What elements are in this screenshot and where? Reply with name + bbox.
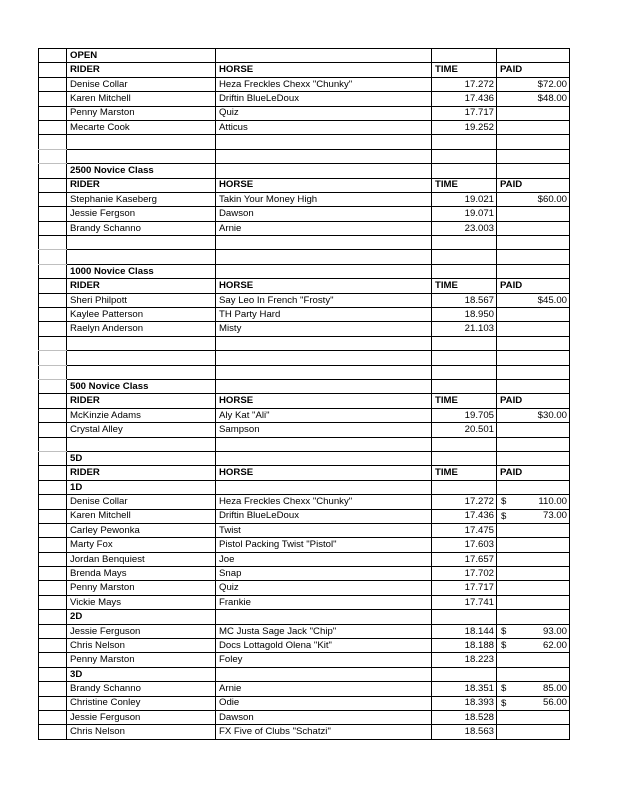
cell-paid: [497, 552, 570, 566]
row-gutter: [39, 710, 67, 724]
cell-rider: Jordan Benquiest: [67, 552, 216, 566]
table-row: [39, 423, 570, 437]
cell-time: 19.705: [432, 408, 497, 422]
cell-rider: Penny Marston: [67, 653, 216, 667]
row-gutter: [39, 437, 67, 451]
table-row: [39, 696, 570, 710]
cell-paid: [497, 567, 570, 581]
cell-paid: $ 93.00: [497, 624, 570, 638]
row-gutter: [39, 135, 67, 149]
cell-paid: $48.00: [497, 92, 570, 106]
blank-cell: [432, 365, 497, 379]
section-title: 500 Novice Class: [67, 379, 216, 393]
column-header-paid: PAID: [497, 63, 570, 77]
blank-cell: [216, 437, 432, 451]
cell-time: 17.436: [432, 509, 497, 523]
cell-paid: [497, 120, 570, 134]
blank-cell: [216, 250, 432, 264]
blank-cell: [67, 135, 216, 149]
cell-time: 18.950: [432, 308, 497, 322]
row-gutter: [39, 63, 67, 77]
row-gutter: [39, 308, 67, 322]
row-gutter: [39, 279, 67, 293]
spacer-row: [39, 149, 570, 163]
cell-rider: Jessie Ferguson: [67, 710, 216, 724]
table-row: [39, 192, 570, 206]
blank-cell: [67, 149, 216, 163]
cell-horse: Twist: [216, 523, 432, 537]
row-gutter: [39, 480, 67, 494]
currency-symbol: $: [501, 510, 507, 522]
column-header-paid: PAID: [497, 466, 570, 480]
division-label-fill: [216, 610, 432, 624]
row-gutter: [39, 164, 67, 178]
section-title: 5D: [67, 451, 216, 465]
row-gutter: [39, 192, 67, 206]
division-label-fill: [432, 480, 497, 494]
division-label-fill: [216, 480, 432, 494]
column-header-horse: HORSE: [216, 394, 432, 408]
cell-rider: Denise Collar: [67, 77, 216, 91]
blank-cell: [497, 236, 570, 250]
cell-rider: Marty Fox: [67, 538, 216, 552]
section-title: 1000 Novice Class: [67, 264, 216, 278]
cell-horse: Say Leo In French "Frosty": [216, 293, 432, 307]
row-gutter: [39, 725, 67, 739]
row-gutter: [39, 682, 67, 696]
cell-time: 20.501: [432, 423, 497, 437]
cell-horse: Dawson: [216, 207, 432, 221]
cell-rider: Brandy Schanno: [67, 682, 216, 696]
cell-horse: Driftin BlueLeDoux: [216, 509, 432, 523]
cell-time: 18.144: [432, 624, 497, 638]
division-label-row: [39, 480, 570, 494]
table-row: [39, 725, 570, 739]
results-sheet: [38, 48, 569, 740]
blank-cell: [432, 437, 497, 451]
division-label-fill: [497, 667, 570, 681]
spacer-row: [39, 236, 570, 250]
table-row: [39, 322, 570, 336]
cell-paid: $ 85.00: [497, 682, 570, 696]
table-row: [39, 106, 570, 120]
section-title-fill: [216, 451, 432, 465]
table-row: [39, 710, 570, 724]
row-gutter: [39, 236, 67, 250]
section-title-fill: [497, 49, 570, 63]
blank-cell: [497, 135, 570, 149]
table-row: [39, 639, 570, 653]
blank-cell: [67, 336, 216, 350]
cell-rider: McKinzie Adams: [67, 408, 216, 422]
cell-paid: $ 56.00: [497, 696, 570, 710]
row-gutter: [39, 120, 67, 134]
column-header-time: TIME: [432, 279, 497, 293]
column-header-rider: RIDER: [67, 394, 216, 408]
spacer-row: [39, 250, 570, 264]
cell-paid: [497, 423, 570, 437]
cell-rider: Denise Collar: [67, 495, 216, 509]
results-table: [38, 48, 570, 740]
blank-cell: [497, 250, 570, 264]
division-label-row: [39, 667, 570, 681]
table-row: [39, 221, 570, 235]
table-row: [39, 509, 570, 523]
section-title: 2500 Novice Class: [67, 164, 216, 178]
row-gutter: [39, 581, 67, 595]
section-title-fill: [432, 451, 497, 465]
currency-symbol: $: [501, 496, 507, 508]
cell-time: 18.563: [432, 725, 497, 739]
cell-time: 23.003: [432, 221, 497, 235]
cell-rider: Jessie Ferguson: [67, 624, 216, 638]
cell-paid: [497, 308, 570, 322]
cell-horse: Dawson: [216, 710, 432, 724]
currency-symbol: $: [501, 640, 507, 652]
cell-paid: [497, 581, 570, 595]
cell-time: 17.657: [432, 552, 497, 566]
section-title-fill: [216, 264, 432, 278]
row-gutter: [39, 523, 67, 537]
row-gutter: [39, 408, 67, 422]
cell-rider: Crystal Alley: [67, 423, 216, 437]
cell-rider: Chris Nelson: [67, 639, 216, 653]
cell-horse: Docs Lottagold Olena "Kit": [216, 639, 432, 653]
cell-horse: Heza Freckles Chexx "Chunky": [216, 495, 432, 509]
row-gutter: [39, 92, 67, 106]
cell-time: 17.702: [432, 567, 497, 581]
cell-time: 17.717: [432, 106, 497, 120]
row-gutter: [39, 379, 67, 393]
column-header-horse: HORSE: [216, 178, 432, 192]
cell-time: 21.103: [432, 322, 497, 336]
blank-cell: [67, 236, 216, 250]
row-gutter: [39, 351, 67, 365]
row-gutter: [39, 538, 67, 552]
cell-horse: Joe: [216, 552, 432, 566]
section-title-fill: [497, 264, 570, 278]
currency-symbol: $: [501, 625, 507, 637]
cell-paid: [497, 207, 570, 221]
blank-cell: [432, 250, 497, 264]
table-row: [39, 77, 570, 91]
section-title-fill: [432, 379, 497, 393]
cell-horse: Sampson: [216, 423, 432, 437]
cell-paid: [497, 710, 570, 724]
row-gutter: [39, 178, 67, 192]
column-header-row: [39, 178, 570, 192]
row-gutter: [39, 365, 67, 379]
column-header-rider: RIDER: [67, 178, 216, 192]
division-label-fill: [432, 610, 497, 624]
column-header-rider: RIDER: [67, 279, 216, 293]
blank-cell: [67, 250, 216, 264]
row-gutter: [39, 567, 67, 581]
row-gutter: [39, 624, 67, 638]
division-label-fill: [497, 480, 570, 494]
table-row: [39, 207, 570, 221]
cell-rider: Sheri Philpott: [67, 293, 216, 307]
cell-horse: Pistol Packing Twist "Pistol": [216, 538, 432, 552]
cell-rider: Brandy Schanno: [67, 221, 216, 235]
division-label: 3D: [67, 667, 216, 681]
cell-time: 17.272: [432, 77, 497, 91]
blank-cell: [216, 351, 432, 365]
cell-rider: Karen Mitchell: [67, 509, 216, 523]
row-gutter: [39, 264, 67, 278]
column-header-time: TIME: [432, 178, 497, 192]
row-gutter: [39, 451, 67, 465]
spacer-row: [39, 365, 570, 379]
table-row: [39, 523, 570, 537]
cell-time: 18.223: [432, 653, 497, 667]
column-header-rider: RIDER: [67, 466, 216, 480]
column-header-paid: PAID: [497, 394, 570, 408]
cell-horse: Frankie: [216, 595, 432, 609]
section-title-fill: [497, 164, 570, 178]
section-title: OPEN: [67, 49, 216, 63]
blank-cell: [497, 336, 570, 350]
cell-rider: Carley Pewonka: [67, 523, 216, 537]
cell-time: 17.741: [432, 595, 497, 609]
cell-time: 18.188: [432, 639, 497, 653]
table-row: [39, 567, 570, 581]
section-title-fill: [216, 49, 432, 63]
blank-cell: [432, 236, 497, 250]
row-gutter: [39, 423, 67, 437]
row-gutter: [39, 77, 67, 91]
column-header-horse: HORSE: [216, 279, 432, 293]
table-row: [39, 92, 570, 106]
cell-horse: Foley: [216, 653, 432, 667]
column-header-row: [39, 279, 570, 293]
cell-horse: Aly Kat "Ali": [216, 408, 432, 422]
row-gutter: [39, 149, 67, 163]
column-header-horse: HORSE: [216, 63, 432, 77]
section-title-fill: [216, 164, 432, 178]
cell-horse: Heza Freckles Chexx "Chunky": [216, 77, 432, 91]
blank-cell: [216, 149, 432, 163]
cell-rider: Karen Mitchell: [67, 92, 216, 106]
cell-horse: TH Party Hard: [216, 308, 432, 322]
table-row: [39, 495, 570, 509]
row-gutter: [39, 221, 67, 235]
cell-paid: $60.00: [497, 192, 570, 206]
section-title-fill: [432, 164, 497, 178]
cell-horse: Misty: [216, 322, 432, 336]
section-title-row: [39, 451, 570, 465]
column-header-row: [39, 63, 570, 77]
cell-paid: [497, 322, 570, 336]
row-gutter: [39, 466, 67, 480]
cell-horse: MC Justa Sage Jack "Chip": [216, 624, 432, 638]
section-title-row: [39, 49, 570, 63]
section-title-row: [39, 164, 570, 178]
row-gutter: [39, 667, 67, 681]
cell-horse: Arnie: [216, 682, 432, 696]
currency-symbol: $: [501, 683, 507, 695]
section-title-fill: [432, 49, 497, 63]
cell-time: 18.567: [432, 293, 497, 307]
cell-time: 17.603: [432, 538, 497, 552]
division-label: 1D: [67, 480, 216, 494]
row-gutter: [39, 610, 67, 624]
cell-paid: $ 62.00: [497, 639, 570, 653]
blank-cell: [497, 149, 570, 163]
cell-paid: $45.00: [497, 293, 570, 307]
division-label-fill: [216, 667, 432, 681]
section-title-fill: [497, 379, 570, 393]
cell-horse: Driftin BlueLeDoux: [216, 92, 432, 106]
cell-horse: Arnie: [216, 221, 432, 235]
row-gutter: [39, 552, 67, 566]
spacer-row: [39, 351, 570, 365]
cell-horse: FX Five of Clubs "Schatzi": [216, 725, 432, 739]
table-row: [39, 624, 570, 638]
table-row: [39, 538, 570, 552]
cell-horse: Quiz: [216, 106, 432, 120]
blank-cell: [432, 135, 497, 149]
column-header-paid: PAID: [497, 279, 570, 293]
division-label-row: [39, 610, 570, 624]
cell-paid: $ 73.00: [497, 509, 570, 523]
cell-paid: $30.00: [497, 408, 570, 422]
row-gutter: [39, 322, 67, 336]
cell-paid: [497, 523, 570, 537]
cell-paid: [497, 595, 570, 609]
cell-time: 19.071: [432, 207, 497, 221]
cell-rider: Christine Conley: [67, 696, 216, 710]
cell-time: 18.393: [432, 696, 497, 710]
spacer-row: [39, 135, 570, 149]
cell-horse: Atticus: [216, 120, 432, 134]
column-header-row: [39, 466, 570, 480]
cell-time: 17.436: [432, 92, 497, 106]
column-header-rider: RIDER: [67, 63, 216, 77]
division-label-fill: [497, 610, 570, 624]
cell-rider: Brenda Mays: [67, 567, 216, 581]
cell-horse: Odie: [216, 696, 432, 710]
table-row: [39, 682, 570, 696]
spacer-row: [39, 437, 570, 451]
cell-time: 17.475: [432, 523, 497, 537]
blank-cell: [497, 437, 570, 451]
blank-cell: [67, 351, 216, 365]
row-gutter: [39, 653, 67, 667]
table-row: [39, 408, 570, 422]
column-header-paid: PAID: [497, 178, 570, 192]
column-header-time: TIME: [432, 63, 497, 77]
table-row: [39, 308, 570, 322]
cell-horse: Quiz: [216, 581, 432, 595]
cell-horse: Snap: [216, 567, 432, 581]
cell-paid: $72.00: [497, 77, 570, 91]
currency-symbol: $: [501, 697, 507, 709]
cell-horse: Takin Your Money High: [216, 192, 432, 206]
spacer-row: [39, 336, 570, 350]
table-row: [39, 581, 570, 595]
blank-cell: [216, 236, 432, 250]
cell-rider: Chris Nelson: [67, 725, 216, 739]
section-title-row: [39, 379, 570, 393]
blank-cell: [216, 365, 432, 379]
cell-time: 18.351: [432, 682, 497, 696]
blank-cell: [216, 135, 432, 149]
row-gutter: [39, 336, 67, 350]
table-body: [39, 49, 570, 740]
row-gutter: [39, 595, 67, 609]
row-gutter: [39, 509, 67, 523]
column-header-horse: HORSE: [216, 466, 432, 480]
table-row: [39, 595, 570, 609]
cell-time: 17.717: [432, 581, 497, 595]
row-gutter: [39, 696, 67, 710]
row-gutter: [39, 250, 67, 264]
blank-cell: [497, 351, 570, 365]
table-row: [39, 293, 570, 307]
table-row: [39, 552, 570, 566]
row-gutter: [39, 293, 67, 307]
cell-paid: $ 110.00: [497, 495, 570, 509]
cell-paid: [497, 725, 570, 739]
cell-paid: [497, 538, 570, 552]
blank-cell: [497, 365, 570, 379]
cell-rider: Stephanie Kaseberg: [67, 192, 216, 206]
table-row: [39, 653, 570, 667]
blank-cell: [67, 437, 216, 451]
table-row: [39, 120, 570, 134]
section-title-fill: [497, 451, 570, 465]
blank-cell: [432, 351, 497, 365]
cell-rider: Vickie Mays: [67, 595, 216, 609]
blank-cell: [216, 336, 432, 350]
section-title-row: [39, 264, 570, 278]
row-gutter: [39, 495, 67, 509]
column-header-time: TIME: [432, 394, 497, 408]
blank-cell: [432, 149, 497, 163]
cell-rider: Jessie Fergson: [67, 207, 216, 221]
row-gutter: [39, 639, 67, 653]
cell-time: 18.528: [432, 710, 497, 724]
cell-paid: [497, 106, 570, 120]
cell-paid: [497, 653, 570, 667]
cell-time: 19.252: [432, 120, 497, 134]
cell-rider: Mecarte Cook: [67, 120, 216, 134]
row-gutter: [39, 207, 67, 221]
cell-rider: Kaylee Patterson: [67, 308, 216, 322]
cell-time: 19.021: [432, 192, 497, 206]
blank-cell: [67, 365, 216, 379]
cell-rider: Penny Marston: [67, 106, 216, 120]
column-header-row: [39, 394, 570, 408]
division-label: 2D: [67, 610, 216, 624]
division-label-fill: [432, 667, 497, 681]
section-title-fill: [216, 379, 432, 393]
row-gutter: [39, 394, 67, 408]
blank-cell: [432, 336, 497, 350]
cell-paid: [497, 221, 570, 235]
cell-time: 17.272: [432, 495, 497, 509]
row-gutter: [39, 106, 67, 120]
row-gutter: [39, 49, 67, 63]
cell-rider: Penny Marston: [67, 581, 216, 595]
cell-rider: Raelyn Anderson: [67, 322, 216, 336]
column-header-time: TIME: [432, 466, 497, 480]
section-title-fill: [432, 264, 497, 278]
